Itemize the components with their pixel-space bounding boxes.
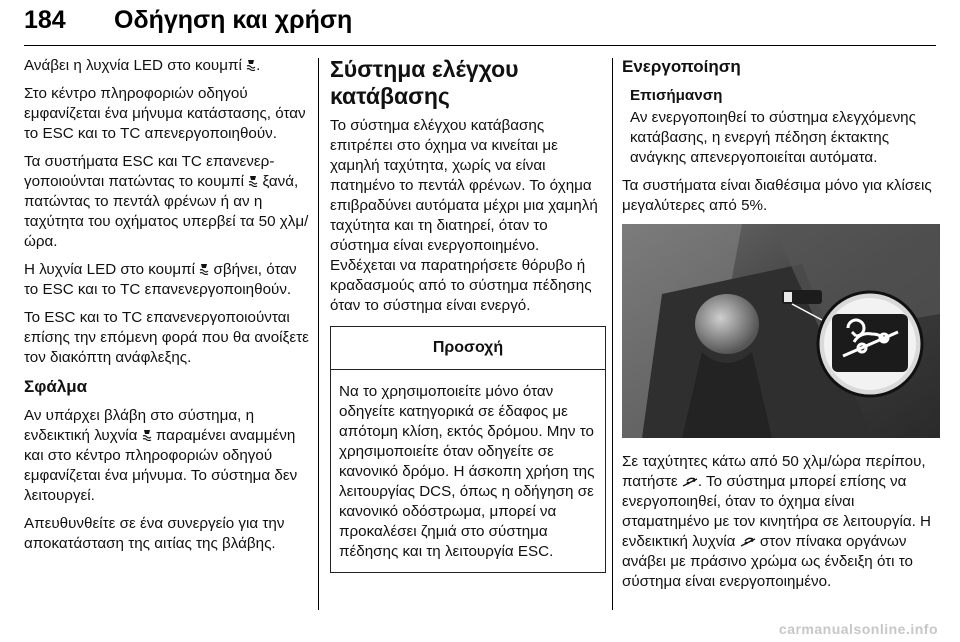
middle-column (330, 56, 608, 573)
section-heading-descent-control: Σύστημα ελέγχου κατάβασης (330, 56, 519, 109)
paragraph: Στο κέντρο πληροφοριών οδηγού εμφανίζεται ένα μήνυμα κατάστασης, όταν το ESC και το TC απενεργοποιηθούν. (24, 85, 306, 142)
running-title: Οδήγηση και χρήση (114, 6, 353, 34)
esc-off-icon (248, 175, 258, 187)
note-text: Αν ενεργοποιηθεί το σύστημα ελεγχόμενης κατάβασης, η ενεργή πέδηση έκτακτης ανάγκης απενεργοποιείται αυτόματα. (630, 109, 916, 166)
note-box (622, 86, 940, 168)
caution-box (330, 326, 606, 573)
caution-text: Να το χρησιμοποιείτε μόνο όταν οδηγείτε κατηγορικά σε έδαφος με απότομη κλίση, εκτός δρόμου. Μην το χρησιμοποιείτε όταν οδηγείτε σε κανονικό δρόμο. Η άσκοπη χρήση της λειτουργίας DCS, όπως η οδήγηση σε κανονικό οδόστρωμα, μπορεί να προκαλέσει ζημιά στο σύστημα πέδησης και τη λειτουργία ESC. (339, 383, 595, 560)
paragraph: Η λυχνία LED στο κουμπί σβήνει, όταν το ESC και το TC επανενεργοποιηθούν. (24, 261, 297, 298)
column-divider (318, 58, 319, 610)
paragraph: Αν υπάρχει βλάβη στο σύστημα, η ενδεικτική λυχνία παραμένει αναμμένη και στο κέντρο πληροφοριών οδηγού εμφανίζεται ένα μήνυμα. Το σύστημα δεν λειτουργεί. (24, 407, 298, 504)
paragraph: Σε ταχύτητες κάτω από 50 χλμ/ώρα περίπου, πατήστε . Το σύστημα μπορεί επίσης να ενεργοποιηθεί, όταν το όχημα είναι σταματημένο με τον κινητήρα σε λειτουργία. Η ενδεικτική λυχνία στον πίνακα οργάνων ανάβει με πράσινο χρώμα ως ένδειξη ότι το σύστημα είναι ενεργοποιημένο. (622, 453, 932, 590)
esc-off-icon (199, 263, 209, 275)
header-rule (24, 45, 936, 46)
paragraph: Τα συστήματα ESC και TC επανενεργοποιούνται πατώντας το κουμπί ξανά, πατώντας το πεντάλ φρένων ή αν η ταχύτητα του οχήματος υπερβεί τα 50 χλμ/ώρα. (24, 153, 309, 250)
caution-title: Προσοχή (331, 327, 605, 370)
note-heading: Επισήμανση (630, 87, 723, 104)
hill-descent-icon (740, 535, 756, 547)
paragraph: Το σύστημα ελέγχου κατάβασης επιτρέπει στο όχημα να κινείται με χαμηλή ταχύτητα, χωρίς να είναι πατημένο το πεντάλ φρένων. Το όχημα επιβραδύνει αυτόματα μέχρι μια χαμηλή ταχύτητα και τη διατηρεί, όταν το σύστημα είναι ενεργοποιημένο. Ενδέχεται να παρατηρήσετε θόρυβο ή κραδασμούς από το σύστημα πέδησης όταν το σύστημα είναι ενεργό. (330, 117, 598, 314)
paragraph: Το ESC και το TC επανενεργοποιούνται επίσης την επόμενη φορά που θα ανοίξετε τον διακόπτη ανάφλεξης. (24, 309, 309, 366)
section-heading-fault: Σφάλμα (24, 377, 88, 396)
column-divider (612, 58, 613, 610)
esc-off-icon (246, 59, 256, 71)
center-console-photo (622, 224, 940, 438)
page-number: 184 (24, 6, 66, 34)
left-column (24, 56, 314, 562)
paragraph: Απευθυνθείτε σε ένα συνεργείο για την αποκατάσταση της αιτίας της βλάβης. (24, 515, 285, 552)
watermark: carmanualsonline.info (778, 621, 938, 637)
esc-warning-icon (142, 429, 152, 441)
section-heading-activation: Ενεργοποίηση (622, 57, 741, 76)
right-column (622, 56, 940, 600)
paragraph: Τα συστήματα είναι διαθέσιμα μόνο για κλίσεις μεγαλύτερες από 5%. (622, 177, 932, 214)
hill-descent-icon (682, 475, 698, 487)
page-header (0, 0, 960, 46)
paragraph: Ανάβει η λυχνία LED στο κουμπί . (24, 57, 261, 74)
